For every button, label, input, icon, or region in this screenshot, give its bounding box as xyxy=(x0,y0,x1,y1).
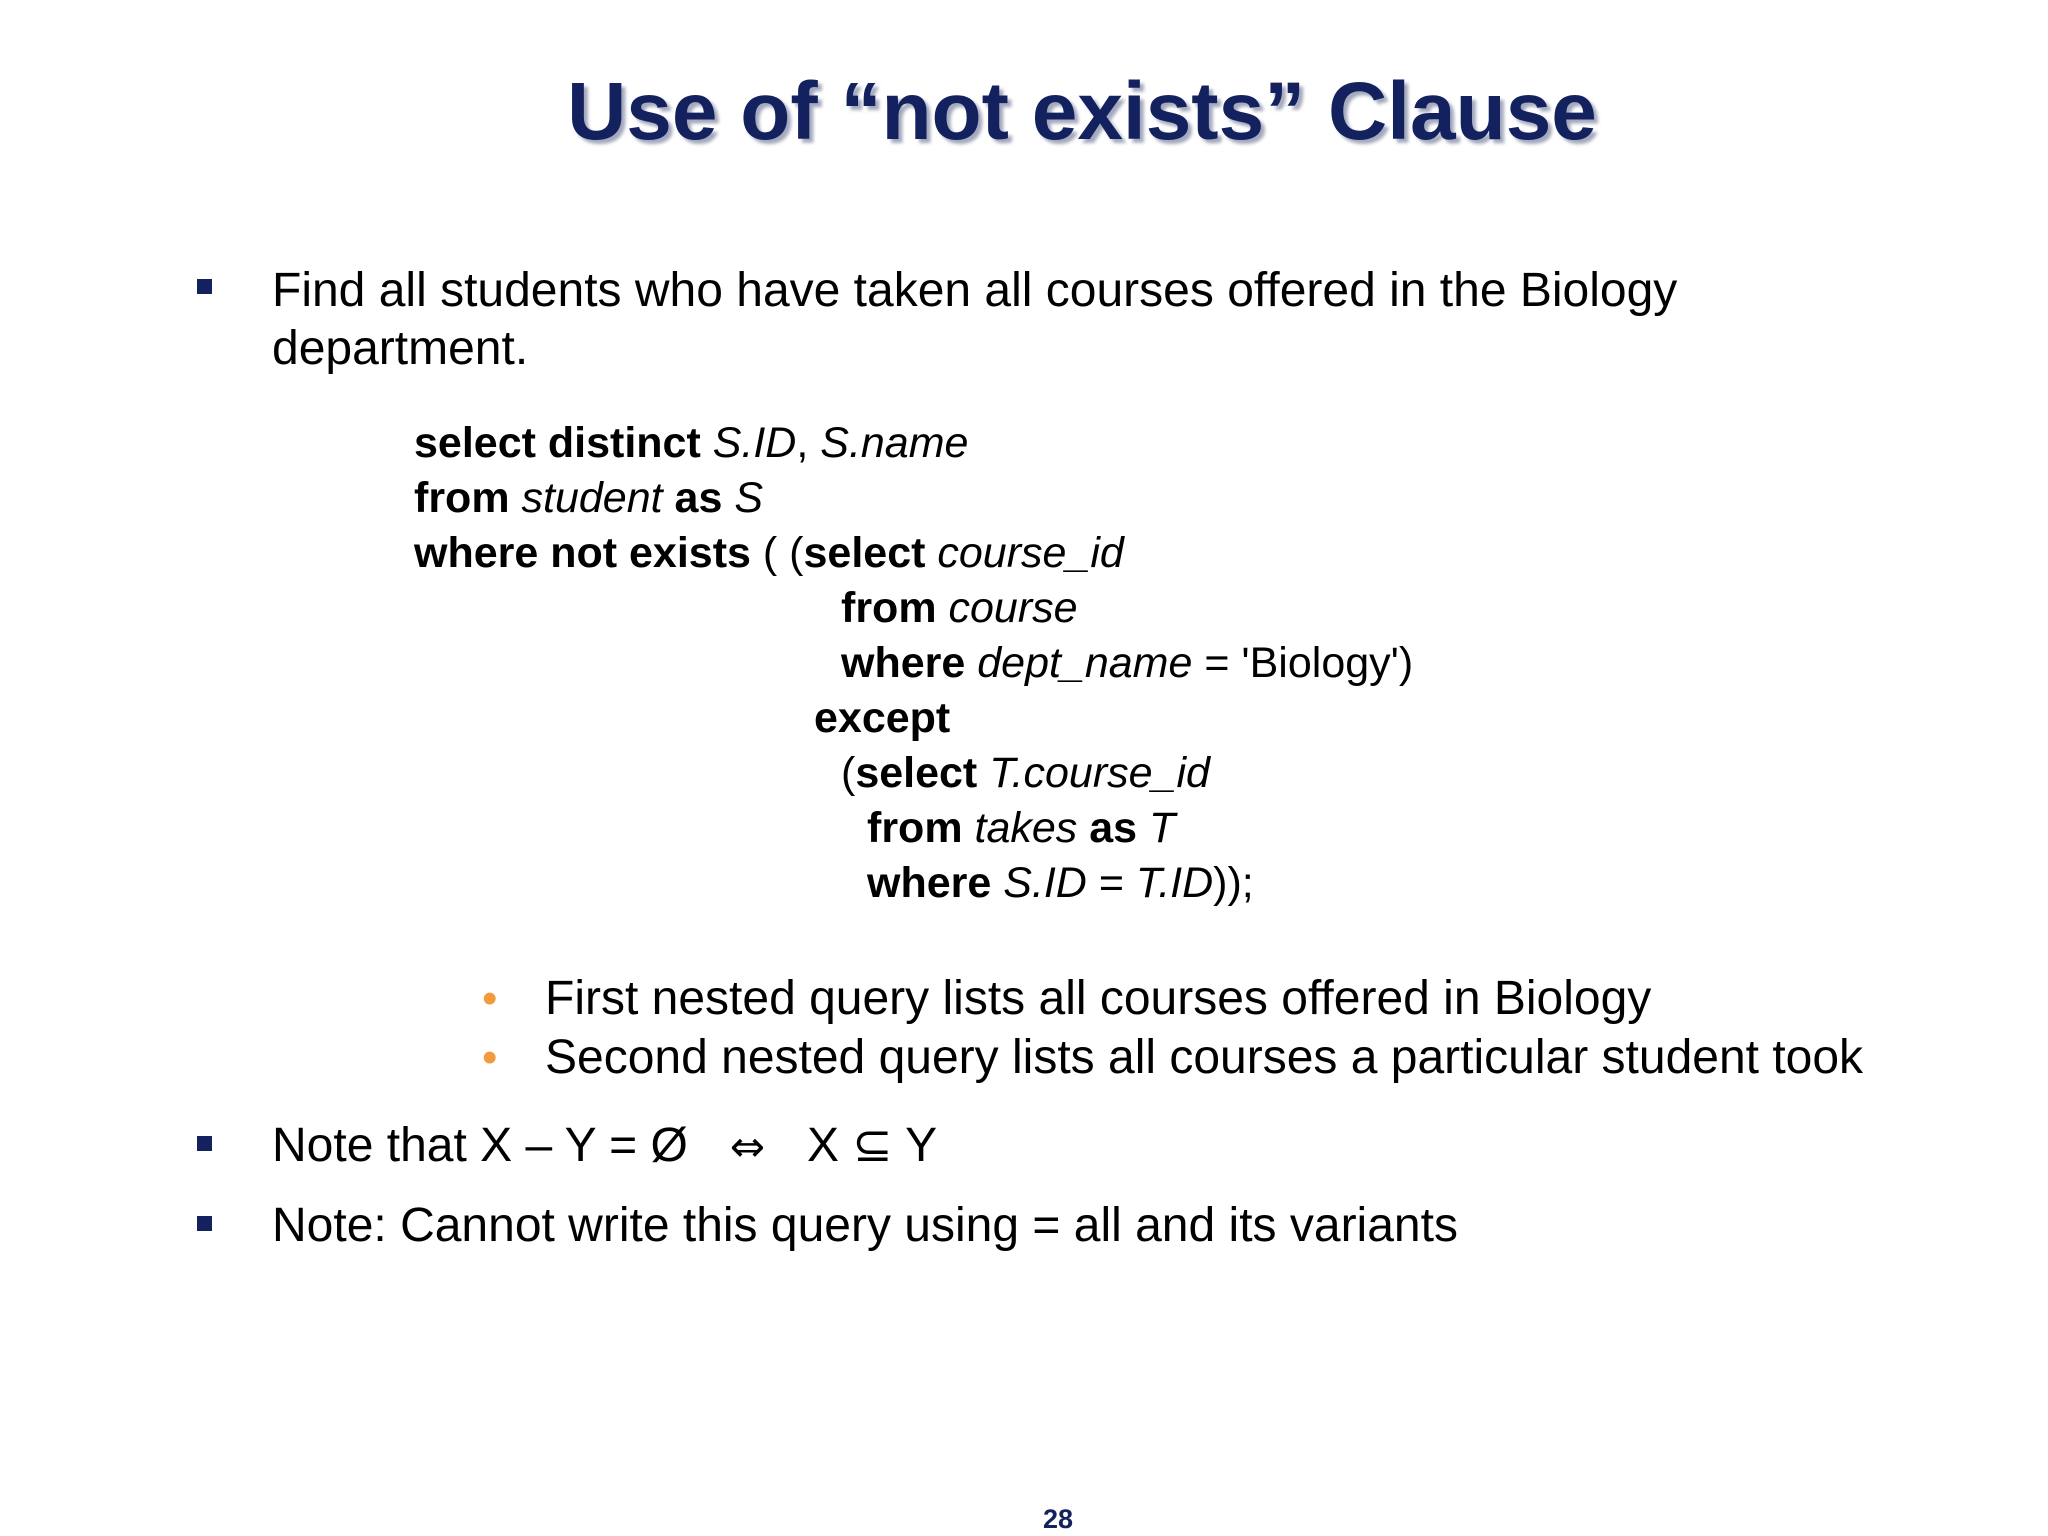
slide-title-text: Use of “not exists” Clause xyxy=(567,66,1597,157)
bullet-square-icon xyxy=(197,1136,212,1151)
bullet-square-icon xyxy=(197,1216,212,1231)
keyword: as xyxy=(674,474,723,522)
identifier: S.ID xyxy=(1003,859,1087,907)
space xyxy=(722,474,734,522)
iff-symbol: ⇔ xyxy=(729,1122,766,1171)
space xyxy=(1077,804,1089,852)
space xyxy=(963,804,975,852)
space xyxy=(991,859,1003,907)
identifier: takes xyxy=(974,804,1078,852)
query-line-1 xyxy=(414,416,968,471)
punctuation: , xyxy=(796,419,821,467)
literal: = 'Biology') xyxy=(1192,639,1414,687)
space xyxy=(937,584,949,632)
slide-title xyxy=(0,62,2048,162)
sub-bullet-2: Second nested query lists all courses a particular student took xyxy=(545,1031,1864,1084)
keyword: select xyxy=(803,529,926,577)
keyword: as xyxy=(1089,804,1138,852)
keyword: where xyxy=(841,639,966,687)
sub-bullet-dot-icon: • xyxy=(482,974,498,1023)
bullet-square-icon xyxy=(197,279,212,294)
identifier: T.ID xyxy=(1135,859,1214,907)
space xyxy=(977,749,989,797)
query-line-6 xyxy=(814,691,950,746)
identifier: S.ID xyxy=(712,419,797,467)
space xyxy=(965,639,977,687)
query-line-3 xyxy=(414,526,1124,581)
identifier: student xyxy=(521,474,663,522)
operator: = xyxy=(1086,859,1136,907)
space xyxy=(701,419,713,467)
identifier: dept_name xyxy=(977,639,1193,687)
space xyxy=(925,529,937,577)
query-line-4 xyxy=(841,581,1078,636)
sub-bullet-dot-icon: • xyxy=(482,1033,498,1082)
punctuation: ( xyxy=(841,749,856,797)
query-line-9 xyxy=(867,856,1254,911)
bullet-3-text: Note: Cannot write this query using = all and its variants xyxy=(272,1199,1458,1252)
identifier: T xyxy=(1149,804,1176,852)
space xyxy=(663,474,675,522)
bullet-1-line-1: Find all students who have taken all courses offered in the Biology xyxy=(272,264,1678,317)
identifier: T.course_id xyxy=(989,749,1210,797)
query-line-8 xyxy=(867,801,1175,856)
query-line-7 xyxy=(841,746,1210,801)
keyword: where xyxy=(867,859,992,907)
identifier: course xyxy=(948,584,1078,632)
keyword: select distinct xyxy=(414,419,701,467)
query-line-5 xyxy=(841,636,1413,691)
identifier: S.name xyxy=(820,419,969,467)
query-line-2 xyxy=(414,471,763,526)
space xyxy=(1137,804,1149,852)
identifier: course_id xyxy=(937,529,1124,577)
bullet-2-text xyxy=(272,1117,937,1176)
bullet-1-line-2: department. xyxy=(272,322,529,375)
keyword: from xyxy=(867,804,963,852)
punctuation: )); xyxy=(1213,859,1254,907)
punctuation: ( ( xyxy=(750,529,804,577)
subset-expr: X ⊆ Y xyxy=(807,1119,938,1172)
identifier: S xyxy=(734,474,764,522)
sub-bullet-1: First nested query lists all courses offered in Biology xyxy=(545,972,1652,1025)
keyword: where not exists xyxy=(414,529,751,577)
keyword: except xyxy=(814,694,951,742)
keyword: from xyxy=(841,584,937,632)
keyword: select xyxy=(855,749,978,797)
page-number: 28 xyxy=(1042,1504,1074,1534)
keyword: from xyxy=(414,474,510,522)
set-difference-expr: Note that X – Y = Ø xyxy=(272,1119,688,1172)
space xyxy=(510,474,522,522)
